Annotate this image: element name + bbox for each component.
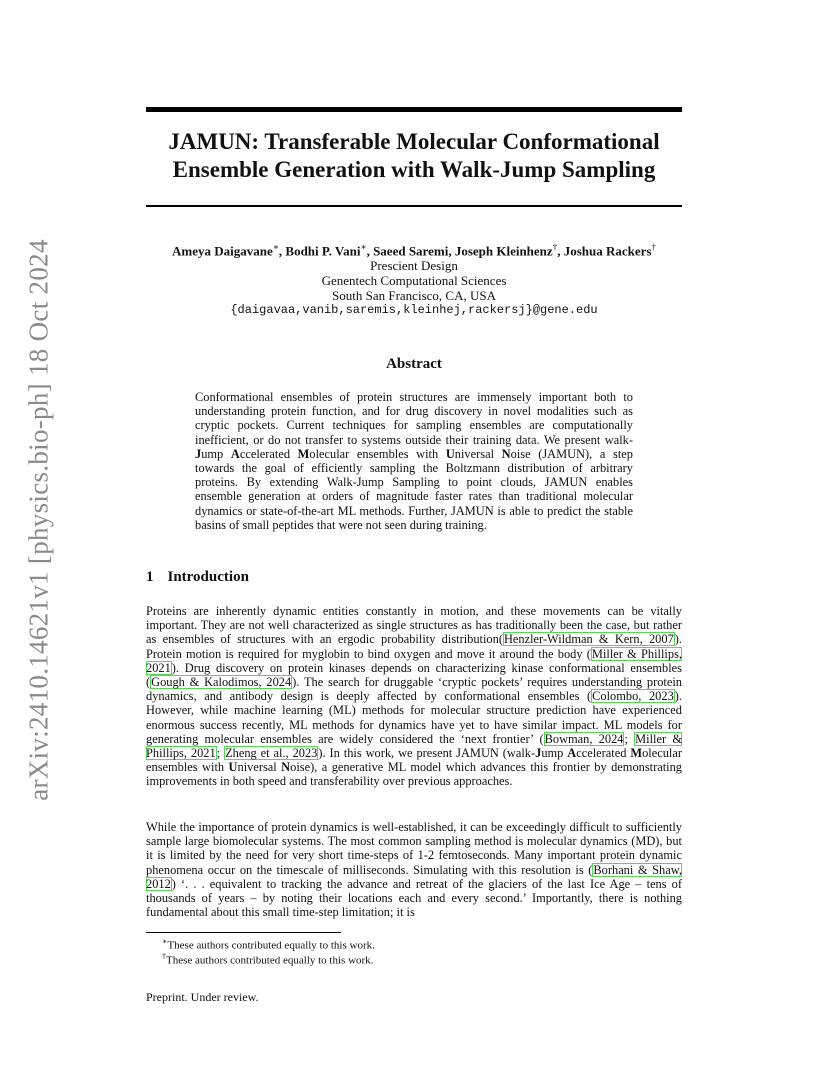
arxiv-identifier	[16, 0, 62, 1072]
acronym-letter: M	[297, 446, 310, 461]
equal-contribution-mark: ∗	[272, 242, 279, 252]
title-bottom-rule	[146, 205, 682, 207]
text-segment: ). The search for druggable ‘cryptic pockets’ requires understanding protein dynamics, and antibody design is deeply affected by conformational ensembles (	[146, 675, 682, 704]
citation-link[interactable]: Miller & Phillips, 2021	[146, 731, 682, 761]
text-segment: Proteins are inherently dynamic entities constantly in motion, and these movements can be vitally important. They are not well characterized as single structures as has traditionally been the case, but rather as ensembles of structures with an ergodic probability distribution(	[146, 604, 682, 647]
affiliation-line: Genentech Computational Sciences	[321, 273, 507, 289]
section-title: Introduction	[167, 569, 249, 585]
footnote-text: These authors contributed equally to this work.	[166, 954, 374, 967]
footnote-text: These authors contributed equally to this work.	[167, 939, 375, 952]
footnote-rule	[146, 932, 341, 933]
intro-paragraph-1	[146, 604, 682, 789]
author-name: Ameya Daigavane	[172, 243, 273, 259]
author-list: Ameya Daigavane∗, Bodhi P. Vani∗, Saeed Saremi, Joseph Kleinhenz†, Joshua Rackers†	[172, 242, 656, 259]
footnote-mark: †	[162, 952, 166, 961]
author-block	[146, 240, 682, 318]
acronym-letter: M	[630, 746, 643, 761]
abstract-segment: Conformational ensembles of protein structures are immensely important both to understanding protein function, and for drug discovery in novel modalities such as cryptic pockets. Current techniques for sampling ensembles are computationally inefficient, or do not transfer to systems outside their training data. We present walk-	[195, 390, 633, 447]
title-line-2: Ensemble Generation with Walk-Jump Sampling	[172, 157, 656, 182]
abstract-segment: niversal	[454, 446, 502, 461]
citation-link[interactable]: Colombo, 2023	[592, 689, 674, 704]
citation-link[interactable]: Miller & Phillips, 2021	[146, 646, 682, 675]
affiliation-line: South San Francisco, CA, USA	[332, 288, 496, 304]
acronym-letter: A	[230, 446, 240, 461]
title-line-1: JAMUN: Transferable Molecular Conformational	[168, 129, 660, 154]
arxiv-identifier-text: arXiv:2410.14621v1 [physics.bio-ph] 18 Oct 2024	[23, 239, 54, 801]
author-emails: {daigavaa,vanib,saremis,kleinhej,rackersj}@gene.edu	[230, 303, 598, 318]
text-segment: ;	[624, 731, 635, 746]
acronym-letter: N	[281, 760, 291, 775]
acronym-letter: J	[195, 446, 202, 461]
author-name: Joshua Rackers	[563, 243, 652, 259]
text-segment: oise), a generative ML model which advances this frontier by demonstrating improvements in both speed and transferability over previous approaches.	[146, 760, 682, 789]
equal-contribution-mark: ∗	[360, 242, 367, 252]
author-name: Joseph Kleinhenz	[454, 243, 553, 259]
citation-link[interactable]: Zheng et al., 2023	[225, 746, 318, 761]
acronym-letter: A	[567, 746, 577, 761]
author-name: Bodhi P. Vani	[285, 243, 361, 259]
abstract-segment: oise (JAMUN), a step towards the goal of efficiently sampling the Boltzmann distribution of arbitrary proteins. By extending Walk-Jump Sampling to point clouds, JAMUN enables ensemble generation at orders of magnitude faster rates than traditional molecular dynamics or state-of-the-art ML methods. Further, JAMUN is able to predict the stable basins of small peptides that were not seen during training.	[195, 446, 633, 532]
footnote-2	[162, 950, 373, 968]
abstract-segment: ccelerated	[239, 446, 298, 461]
author-name: Saeed Saremi	[373, 243, 449, 259]
citation-link[interactable]: Borhani & Shaw, 2012	[146, 862, 682, 891]
intro-paragraph-2	[146, 820, 682, 919]
acronym-letter: U	[228, 760, 238, 775]
text-segment: ump	[541, 746, 568, 761]
equal-contribution-mark: †	[552, 242, 558, 252]
citation-link[interactable]: Bowman, 2024	[544, 731, 624, 746]
text-segment: niversal	[237, 760, 282, 775]
abstract-text	[195, 390, 633, 532]
text-segment: ). Drug discovery on protein kinases depends on characterizing kinase conformational ensembles (	[146, 660, 682, 690]
section-number: 1	[146, 569, 154, 585]
abstract-segment: olecular ensembles with	[309, 446, 446, 461]
text-segment: ) ‘. . . equivalent to tracking the advance and retreat of the glaciers of the last Ice Age – tens of thousands of years – by noting their locations each and every second.’ Importantly, there is nothing fundamental about this small time-step limitation; it is	[146, 876, 682, 920]
title-top-rule	[146, 107, 682, 112]
abstract-segment: ump	[201, 446, 231, 461]
acronym-letter: N	[501, 446, 511, 461]
text-segment: ). However, while machine learning (ML) methods for molecular structure prediction have experienced enormous success recently, ML methods for dynamics have yet to have similar impact. ML models for generating molecular ensembles are widely considered the ‘next frontier’ (	[146, 689, 682, 746]
text-segment: While the importance of protein dynamics is well-established, it can be exceedingly difficult to sufficiently sample large biomolecular systems. The most common sampling method is molecular dynamics (MD), but it is limited by the need for very short time-steps of 1-2 femtoseconds. Many important protein dynamic phenomena occur on the timescale of milliseconds. Simulating with this resolution is (	[146, 820, 682, 877]
acronym-letter: J	[535, 746, 542, 761]
citation-link[interactable]: Gough & Kalodimos, 2024	[151, 675, 292, 690]
equal-contribution-mark: †	[651, 242, 656, 252]
text-segment: olecular ensembles with	[146, 746, 682, 775]
affiliation-line: Prescient Design	[370, 258, 458, 274]
text-segment: ;	[216, 746, 225, 761]
text-segment: ). In this work, we present JAMUN (walk-	[318, 746, 536, 761]
text-segment: ccelerated	[576, 746, 631, 761]
preprint-note: Preprint. Under review.	[146, 990, 259, 1004]
abstract-heading: Abstract	[386, 356, 442, 372]
section-heading-introduction	[146, 569, 249, 586]
citation-link[interactable]: Henzler-Wildman & Kern, 2007	[503, 632, 674, 647]
paper-title	[146, 128, 682, 184]
footnote-mark: ∗	[162, 937, 168, 946]
text-segment: ). Protein motion is required for myglobin to bind oxygen and move it around the body (	[146, 632, 683, 661]
acronym-letter: U	[445, 446, 455, 461]
